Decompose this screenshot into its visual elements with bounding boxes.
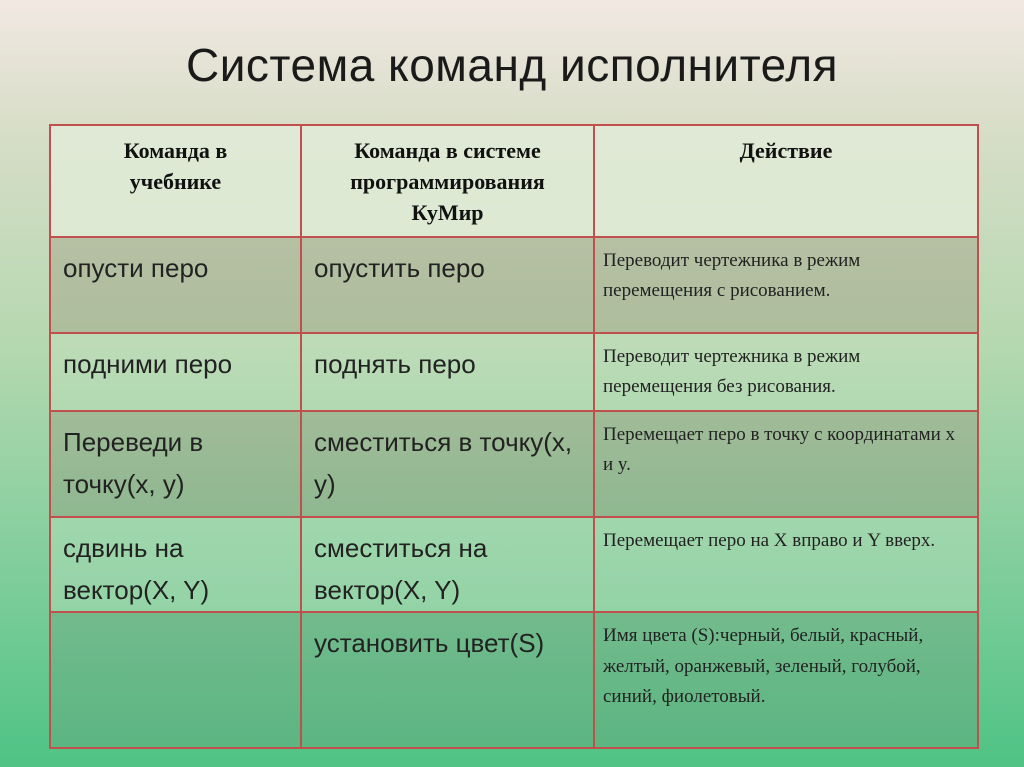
page-title: Система команд исполнителя	[186, 39, 838, 91]
table-header-row	[50, 125, 978, 237]
table-row	[50, 333, 978, 411]
textbook-command-cell: сдвинь на вектор(X, Y)	[50, 517, 301, 612]
commands-table	[49, 124, 979, 749]
header-kumir-command: Команда в системе программирования КуМир	[301, 125, 594, 237]
action-cell: Переводит чертежника в режим перемещения без рисования.	[594, 333, 978, 411]
action-cell: Переводит чертежника в режим перемещения с рисованием.	[594, 237, 978, 333]
kumir-command-cell: сместиться в точку(x, y)	[301, 411, 594, 517]
kumir-command-cell: сместиться на вектор(X, Y)	[301, 517, 594, 612]
kumir-command-cell: опустить перо	[301, 237, 594, 333]
textbook-command-cell: подними перо	[50, 333, 301, 411]
action-cell: Имя цвета (S):черный, белый, красный, желтый, оранжевый, зеленый, голубой, синий, фиолетовый.	[594, 612, 978, 748]
table-row	[50, 517, 978, 612]
header-textbook-command: Команда в учебнике	[50, 125, 301, 237]
textbook-command-cell: Переведи в точку(x, y)	[50, 411, 301, 517]
action-cell: Перемещает перо в точку с координатами x и y.	[594, 411, 978, 517]
action-cell: Перемещает перо на X вправо и Y вверх.	[594, 517, 978, 612]
table-row	[50, 612, 978, 748]
kumir-command-cell: установить цвет(S)	[301, 612, 594, 748]
textbook-command-cell: опусти перо	[50, 237, 301, 333]
header-action: Действие	[594, 125, 978, 237]
table-row	[50, 411, 978, 517]
textbook-command-cell	[50, 612, 301, 748]
kumir-command-cell: поднять перо	[301, 333, 594, 411]
table-row	[50, 237, 978, 333]
